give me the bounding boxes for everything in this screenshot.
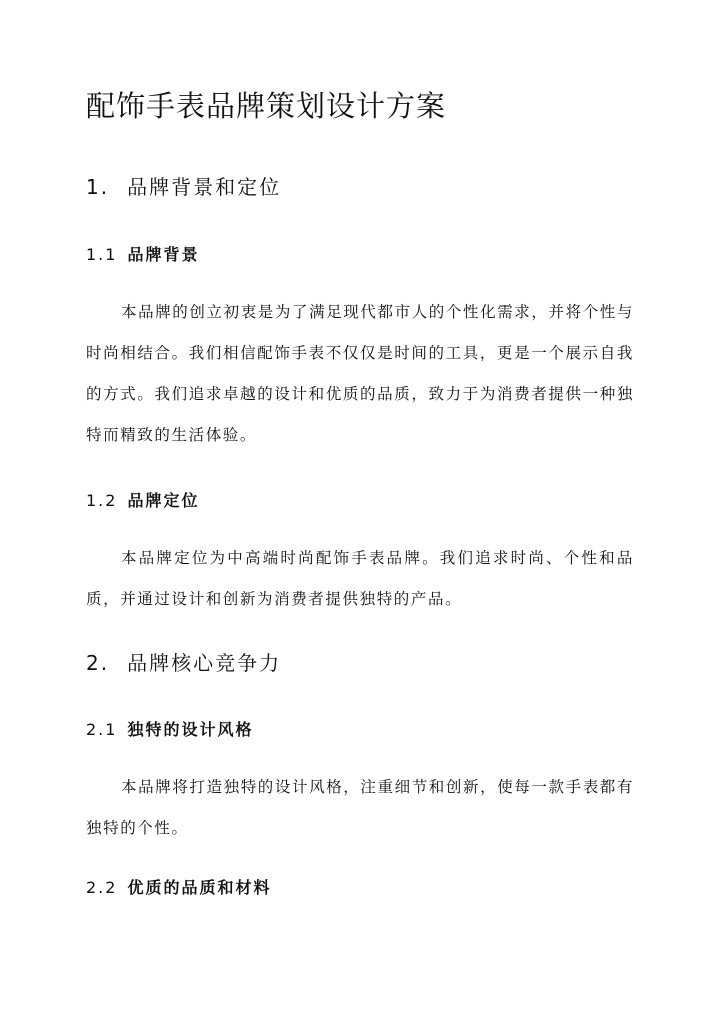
paragraph-2-1: 本品牌将打造独特的设计风格，注重细节和创新，使每一款手表都有独特的个性。: [86, 778, 635, 837]
section-heading-2: [86, 648, 281, 678]
paragraph-1-1: 本品牌的创立初衷是为了满足现代都市人的个性化需求，并将个性与时尚相结合。我们相信配饰手表不仅仅是时间的工具，更是一个展示自我的方式。我们追求卓越的设计和优质的品质，致力于为消费者提供一种独特而精致的生活体验。: [86, 303, 635, 444]
subsection-heading-1-1: [86, 243, 199, 267]
document-title: 配饰手表品牌策划设计方案: [86, 89, 447, 123]
paragraph-1-2: 本品牌定位为中高端时尚配饰手表品牌。我们追求时尚、个性和品质，并通过设计和创新为消费者提供独特的产品。: [86, 549, 634, 608]
section-number: 2.: [86, 651, 110, 675]
section-title: 品牌核心竞争力: [127, 651, 282, 675]
subsection-number: 1.2: [86, 491, 118, 510]
subsection-title: 品牌背景: [127, 245, 200, 264]
section-number: 1.: [86, 175, 110, 199]
subsection-title: 品牌定位: [127, 491, 200, 510]
subsection-title: 优质的品质和材料: [127, 878, 272, 897]
subsection-number: 2.2: [86, 878, 118, 897]
subsection-title: 独特的设计风格: [127, 720, 254, 739]
subsection-number: 1.1: [86, 245, 118, 264]
section-title: 品牌背景和定位: [127, 175, 282, 199]
section-heading-1: [86, 172, 281, 202]
subsection-heading-2-1: [86, 718, 253, 742]
subsection-heading-1-2: [86, 489, 199, 513]
subsection-number: 2.1: [86, 720, 118, 739]
subsection-heading-2-2: [86, 876, 271, 900]
